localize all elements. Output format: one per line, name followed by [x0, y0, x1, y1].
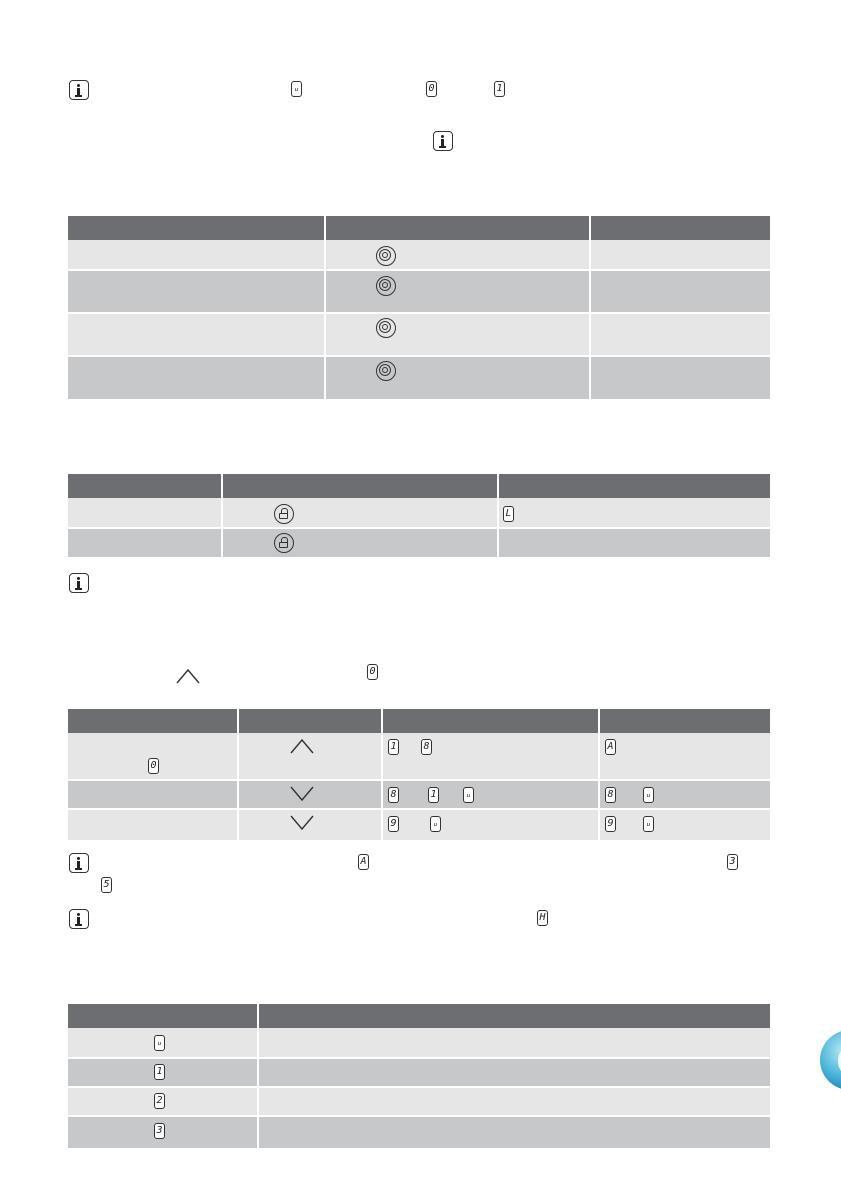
display-u-icon: ᵤ [154, 1035, 165, 1051]
display-0-icon: 0 [426, 81, 437, 97]
display-1-icon: 1 [388, 739, 399, 755]
brand-logo [820, 1030, 841, 1090]
display-1-icon: 1 [154, 1064, 165, 1080]
lock-icon [274, 504, 294, 524]
table-row [68, 313, 770, 356]
heat-zone-icon [376, 361, 396, 381]
heat-zone-icon [376, 246, 396, 266]
table-row [68, 1028, 770, 1058]
info-icon [69, 573, 89, 593]
arrow-down-icon [290, 786, 314, 802]
arrow-up-icon [176, 668, 200, 684]
info-icon [69, 909, 89, 929]
display-u-icon: ᵤ [430, 816, 441, 832]
display-0-icon: 0 [367, 664, 378, 680]
table-row [68, 1088, 770, 1116]
display-u-icon: ᵤ [643, 816, 654, 832]
table-row [68, 240, 770, 270]
display-1-icon: 1 [494, 81, 505, 97]
display-A-icon: A [358, 854, 369, 870]
arrow-down-icon [290, 815, 314, 831]
table-row [68, 810, 770, 840]
display-3-icon: 3 [727, 854, 738, 870]
table-row [68, 1117, 770, 1148]
display-8-icon: 8 [605, 787, 616, 803]
info-icon [69, 853, 89, 873]
display-9-icon: 9 [605, 816, 616, 832]
display-5-icon: 5 [101, 877, 112, 893]
table-header [68, 474, 770, 498]
table-row [68, 733, 770, 780]
arrow-up-icon [290, 738, 314, 754]
heat-zone-icon [376, 276, 396, 296]
table-row [68, 356, 770, 399]
display-u-icon: ᵤ [643, 787, 654, 803]
table-row [68, 781, 770, 809]
display-H-icon: H [537, 910, 548, 926]
heat-zone-icon [376, 318, 396, 338]
display-9-icon: 9 [388, 816, 399, 832]
info-icon [69, 80, 89, 100]
table-header [68, 1004, 770, 1028]
table-header [68, 216, 770, 240]
display-u-icon: ᵤ [463, 787, 474, 803]
info-icon [433, 131, 453, 151]
display-1-icon: 1 [428, 787, 439, 803]
table-header [68, 709, 770, 733]
display-u-icon: ᵤ [291, 81, 302, 97]
display-2-icon: 2 [154, 1093, 165, 1109]
table-row [68, 498, 770, 528]
table-row [68, 529, 770, 557]
table-row [68, 1059, 770, 1087]
display-3-icon: 3 [154, 1123, 165, 1139]
table-row [68, 270, 770, 313]
display-0-icon: 0 [148, 758, 159, 774]
display-8-icon: 8 [421, 739, 432, 755]
display-8-icon: 8 [388, 787, 399, 803]
lock-icon [274, 533, 294, 553]
display-L-icon: L [503, 506, 514, 522]
display-A-icon: A [605, 739, 616, 755]
